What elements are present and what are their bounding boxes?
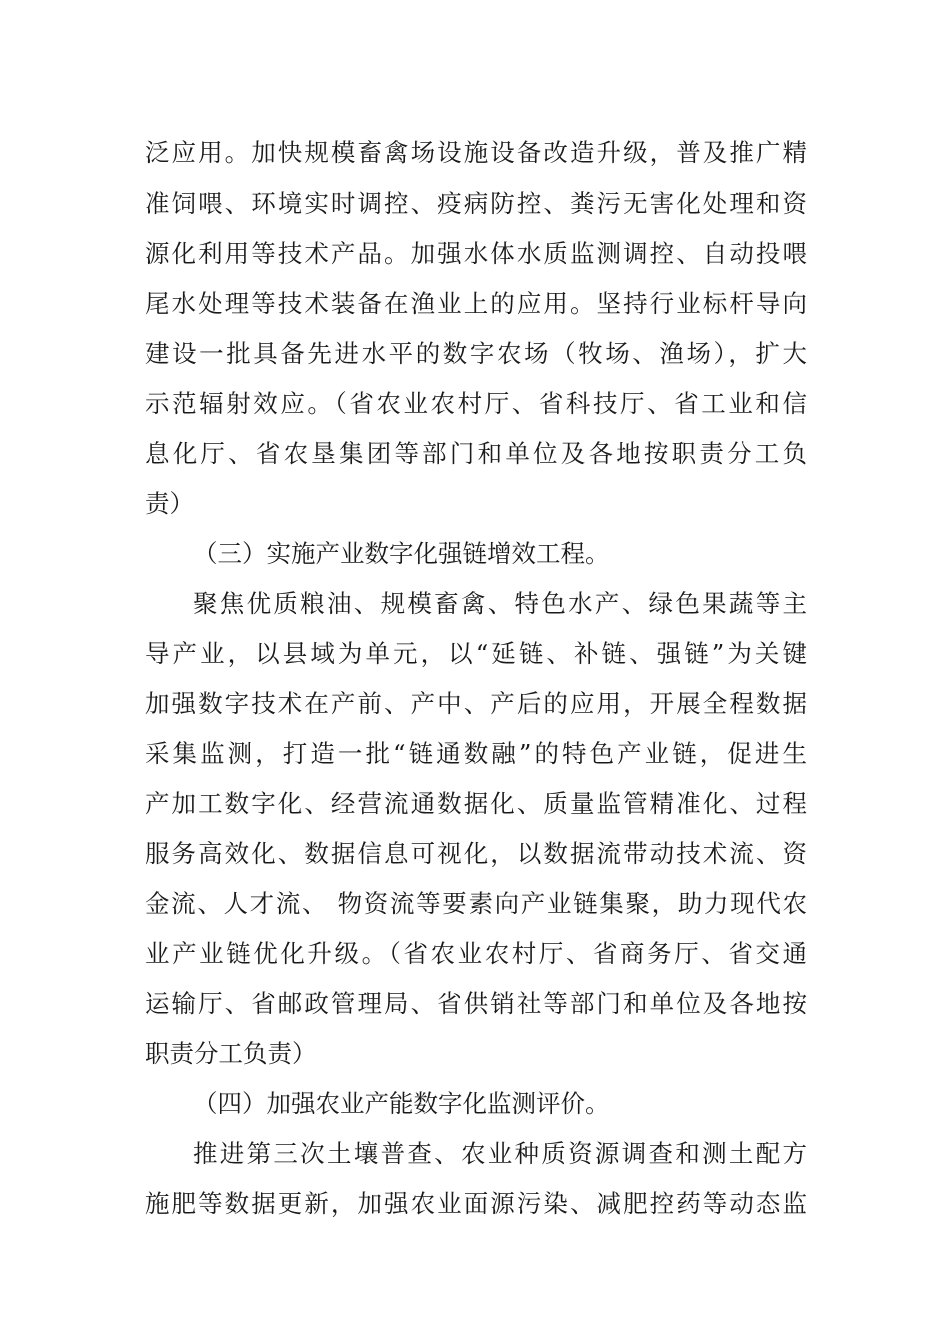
text-line-3: 源化利用等技术产品。加强水体水质监测调控、自动投喂 bbox=[145, 239, 807, 268]
text-line-14: 产加工数字化、经营流通数据化、质量监管精准化、过程 bbox=[145, 789, 807, 818]
text-line-4: 尾水处理等技术装备在渔业上的应用。坚持行业标杆导向 bbox=[145, 289, 807, 318]
text-line-7: 息化厅、省农垦集团等部门和单位及各地按职责分工负 bbox=[145, 439, 807, 468]
text-line-21: 推进第三次土壤普查、农业种质资源调查和测土配方 bbox=[193, 1139, 807, 1168]
text-line-2: 准饲喂、环境实时调控、疫病防控、粪污无害化处理和资 bbox=[145, 189, 807, 218]
section-heading-3: （三）实施产业数字化强链增效工程。 bbox=[193, 539, 610, 568]
text-line-10: 聚焦优质粮油、规模畜禽、特色水产、绿色果蔬等主 bbox=[193, 589, 807, 618]
text-line-17: 业产业链优化升级。（省农业农村厅、省商务厅、省交通 bbox=[145, 939, 807, 968]
text-line-22: 施肥等数据更新，加强农业面源污染、减肥控药等动态监 bbox=[145, 1189, 807, 1218]
text-line-6: 示范辐射效应。（省农业农村厅、省科技厅、省工业和信 bbox=[145, 389, 807, 418]
text-line-1: 泛应用。加快规模畜禽场设施设备改造升级，普及推广精 bbox=[145, 138, 807, 167]
text-line-19: 职责分工负责） bbox=[145, 1039, 317, 1068]
text-line-11: 导产业，以县域为单元，以“延链、补链、强链”为关键 bbox=[145, 639, 807, 668]
section-heading-4: （四）加强农业产能数字化监测评价。 bbox=[193, 1089, 610, 1118]
text-line-5: 建设一批具备先进水平的数字农场（牧场、渔场），扩大 bbox=[145, 339, 807, 368]
text-line-16: 金流、人才流、 物资流等要素向产业链集聚，助力现代农 bbox=[145, 889, 807, 918]
text-line-15: 服务高效化、数据信息可视化，以数据流带动技术流、资 bbox=[145, 839, 807, 868]
text-line-8: 责） bbox=[145, 489, 194, 518]
text-line-13: 采集监测，打造一批“链通数融”的特色产业链，促进生 bbox=[145, 739, 807, 768]
text-line-12: 加强数字技术在产前、产中、产后的应用，开展全程数据 bbox=[145, 689, 807, 718]
text-line-18: 运输厅、省邮政管理局、省供销社等部门和单位及各地按 bbox=[145, 989, 807, 1018]
